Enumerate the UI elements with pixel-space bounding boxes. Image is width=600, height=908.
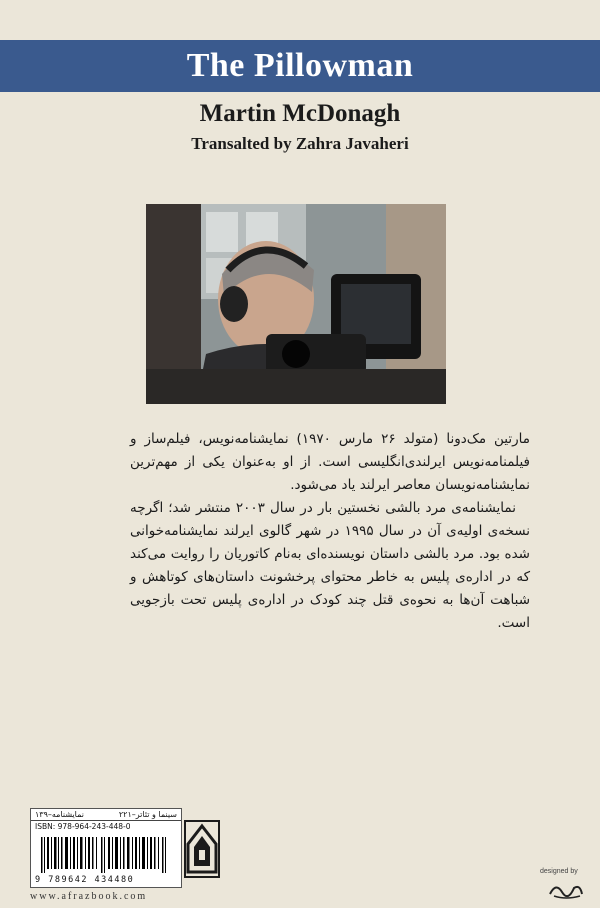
author-photo-illustration (146, 204, 446, 404)
publisher-website: www.afrazbook.com (30, 891, 148, 902)
book-title: The Pillowman (186, 47, 414, 84)
designed-by-label: designed by (540, 868, 578, 875)
series-play-number: نمایشنامه–۱۳۹ (35, 810, 84, 819)
translator-credit: Transalted by Zahra Javaheri (191, 134, 409, 153)
isbn-text: ISBN: 978-964-243-448-0 (35, 822, 131, 831)
series-label (31, 809, 181, 821)
title-banner (0, 40, 600, 92)
publisher-logo-icon (184, 820, 220, 878)
author-name: Martin McDonagh (199, 100, 401, 127)
author-photo (146, 204, 446, 404)
bio-paragraph-author: مارتین مک‌دونا (متولد ۲۶ مارس ۱۹۷۰) نمایشنامه‌نویس، فیلم‌ساز و فیلمنامه‌نویس ایرلندی‌انگلیسی است. از او به‌عنوان یکی از مهم‌ترین نمایشنامه‌نویسان معاصر ایرلند یاد می‌شود. (130, 431, 531, 493)
barcode-panel (30, 808, 182, 888)
book-description (130, 428, 530, 635)
designer-signature-icon (546, 878, 586, 900)
series-cinema-theatre: سینما و تئاتر–۲۲۱ (118, 810, 177, 819)
barcode-bars (35, 837, 177, 873)
bio-paragraph-play: نمایشنامه‌ی مرد بالشی نخستین بار در سال ۲۰۰۳ منتشر شد؛ اگرچه نسخه‌ی اولیه‌ی آن در سال ۱۹۹۵ در شهر گالوی ایرلند نمایشنامه‌خوانی شده بود. مرد بالشی داستان نویسنده‌ای به‌نام کاتوریان را روایت می‌کند که در اداره‌ی پلیس به خاطر محتوای پرخشونت داستان‌های کوتاهش و شباهت آن‌ها به نحوه‌ی قتل چند کودک در اداره‌ی پلیس تحت بازجویی است. (130, 500, 530, 631)
barcode-number: 9 789642 434480 (35, 875, 135, 885)
